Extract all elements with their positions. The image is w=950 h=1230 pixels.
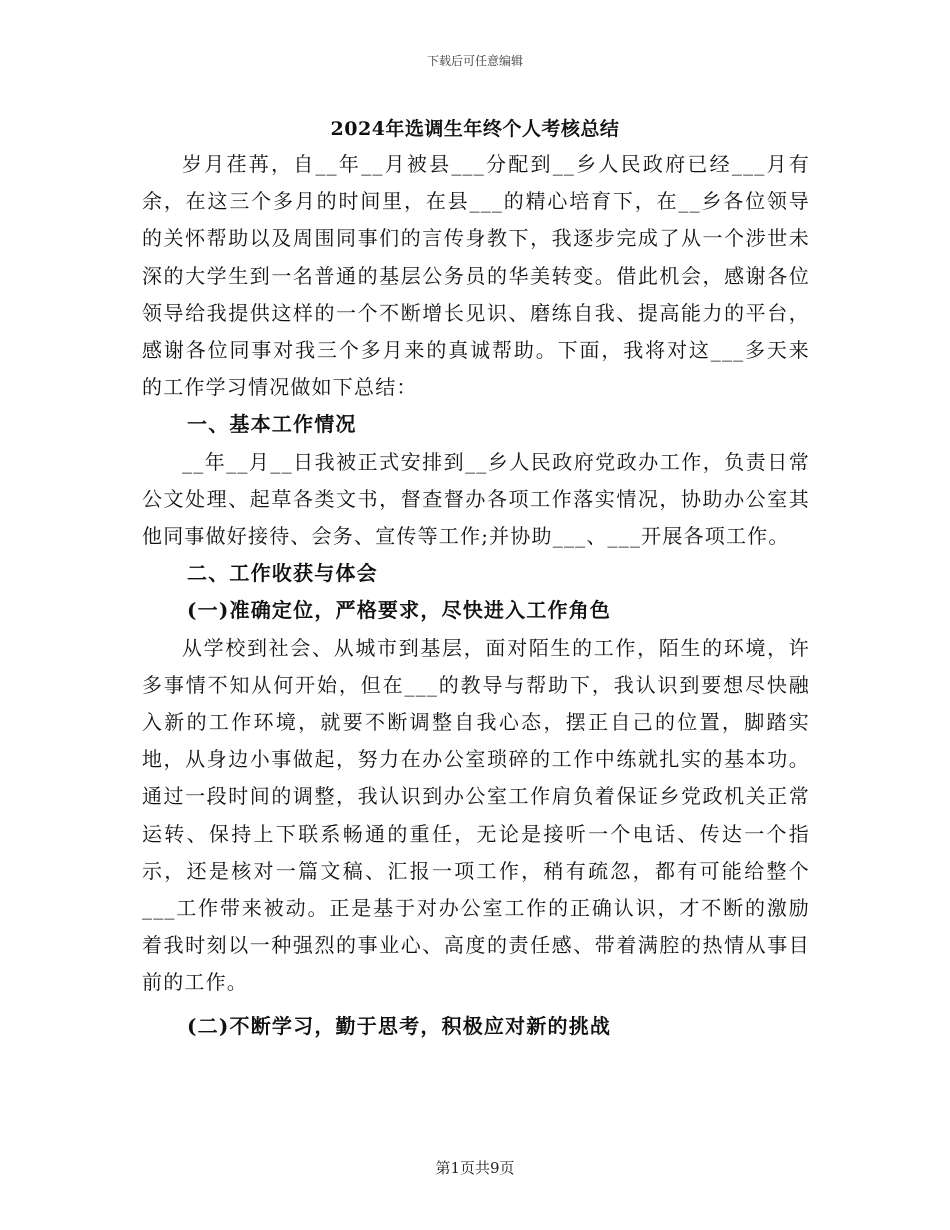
section-heading-basic-work: 一、基本工作情况 bbox=[187, 412, 357, 437]
intro-paragraph: 岁月荏苒，自__年__月被县___分配到__乡人民政府已经___月有余，在这三个多月的时间里，在县___的精心培育下，在__乡各位领导的关怀帮助以及周围同事们的言传身教下，我逐步完成了从一个涉世未深的大学生到一名普通的基层公务员的华美转变。借此机会，感谢各位领导给我提供这样的一个不断增长见识、磨练自我、提高能力的平台，感谢各位同事对我三个多月来的真诚帮助。下面，我将对这___多天来的工作学习情况做如下总结： bbox=[142, 152, 810, 400]
subsection-paragraph-positioning: 从学校到社会、从城市到基层，面对陌生的工作，陌生的环境，许多事情不知从何开始，但在___的教导与帮助下，我认识到要想尽快融入新的工作环境，就要不断调整自我心态，摆正自己的位置，脚踏实地，从身边小事做起，努力在办公室琐碎的工作中练就扎实的基本功。通过一段时间的调整，我认识到办公室工作肩负着保证乡党政机关正常运转、保持上下联系畅通的重任，无论是接听一个电话、传达一个指示，还是核对一篇文稿、汇报一项工作，稍有疏忽，都有可能给整个___工作带来被动。正是基于对办公室工作的正确认识，才不断的激励着我时刻以一种强烈的事业心、高度的责任感、带着满腔的热情从事目前的工作。 bbox=[142, 635, 810, 995]
subsection-heading-learning: (二)不断学习，勤于思考，积极应对新的挑战 bbox=[187, 1013, 612, 1038]
page-number-footer: 第1页共9页 bbox=[435, 1159, 515, 1177]
document-body bbox=[142, 146, 810, 1045]
section-heading-gains: 二、工作收获与体会 bbox=[187, 561, 378, 586]
subsection-heading-positioning: (一)准确定位，严格要求，尽快进入工作角色 bbox=[187, 598, 612, 623]
section-paragraph-basic-work: __年__月__日我被正式安排到__乡人民政府党政办工作，负责日常公文处理、起草各类文书，督查督办各项工作落实情况，协助办公室其他同事做好接待、会务、宣传等工作;并协助___、___开展各项工作。 bbox=[142, 449, 810, 549]
page-header-note: 下载后可任意编辑 bbox=[426, 54, 523, 68]
document-title: 2024年选调生年终个人考核总结 bbox=[330, 118, 620, 140]
